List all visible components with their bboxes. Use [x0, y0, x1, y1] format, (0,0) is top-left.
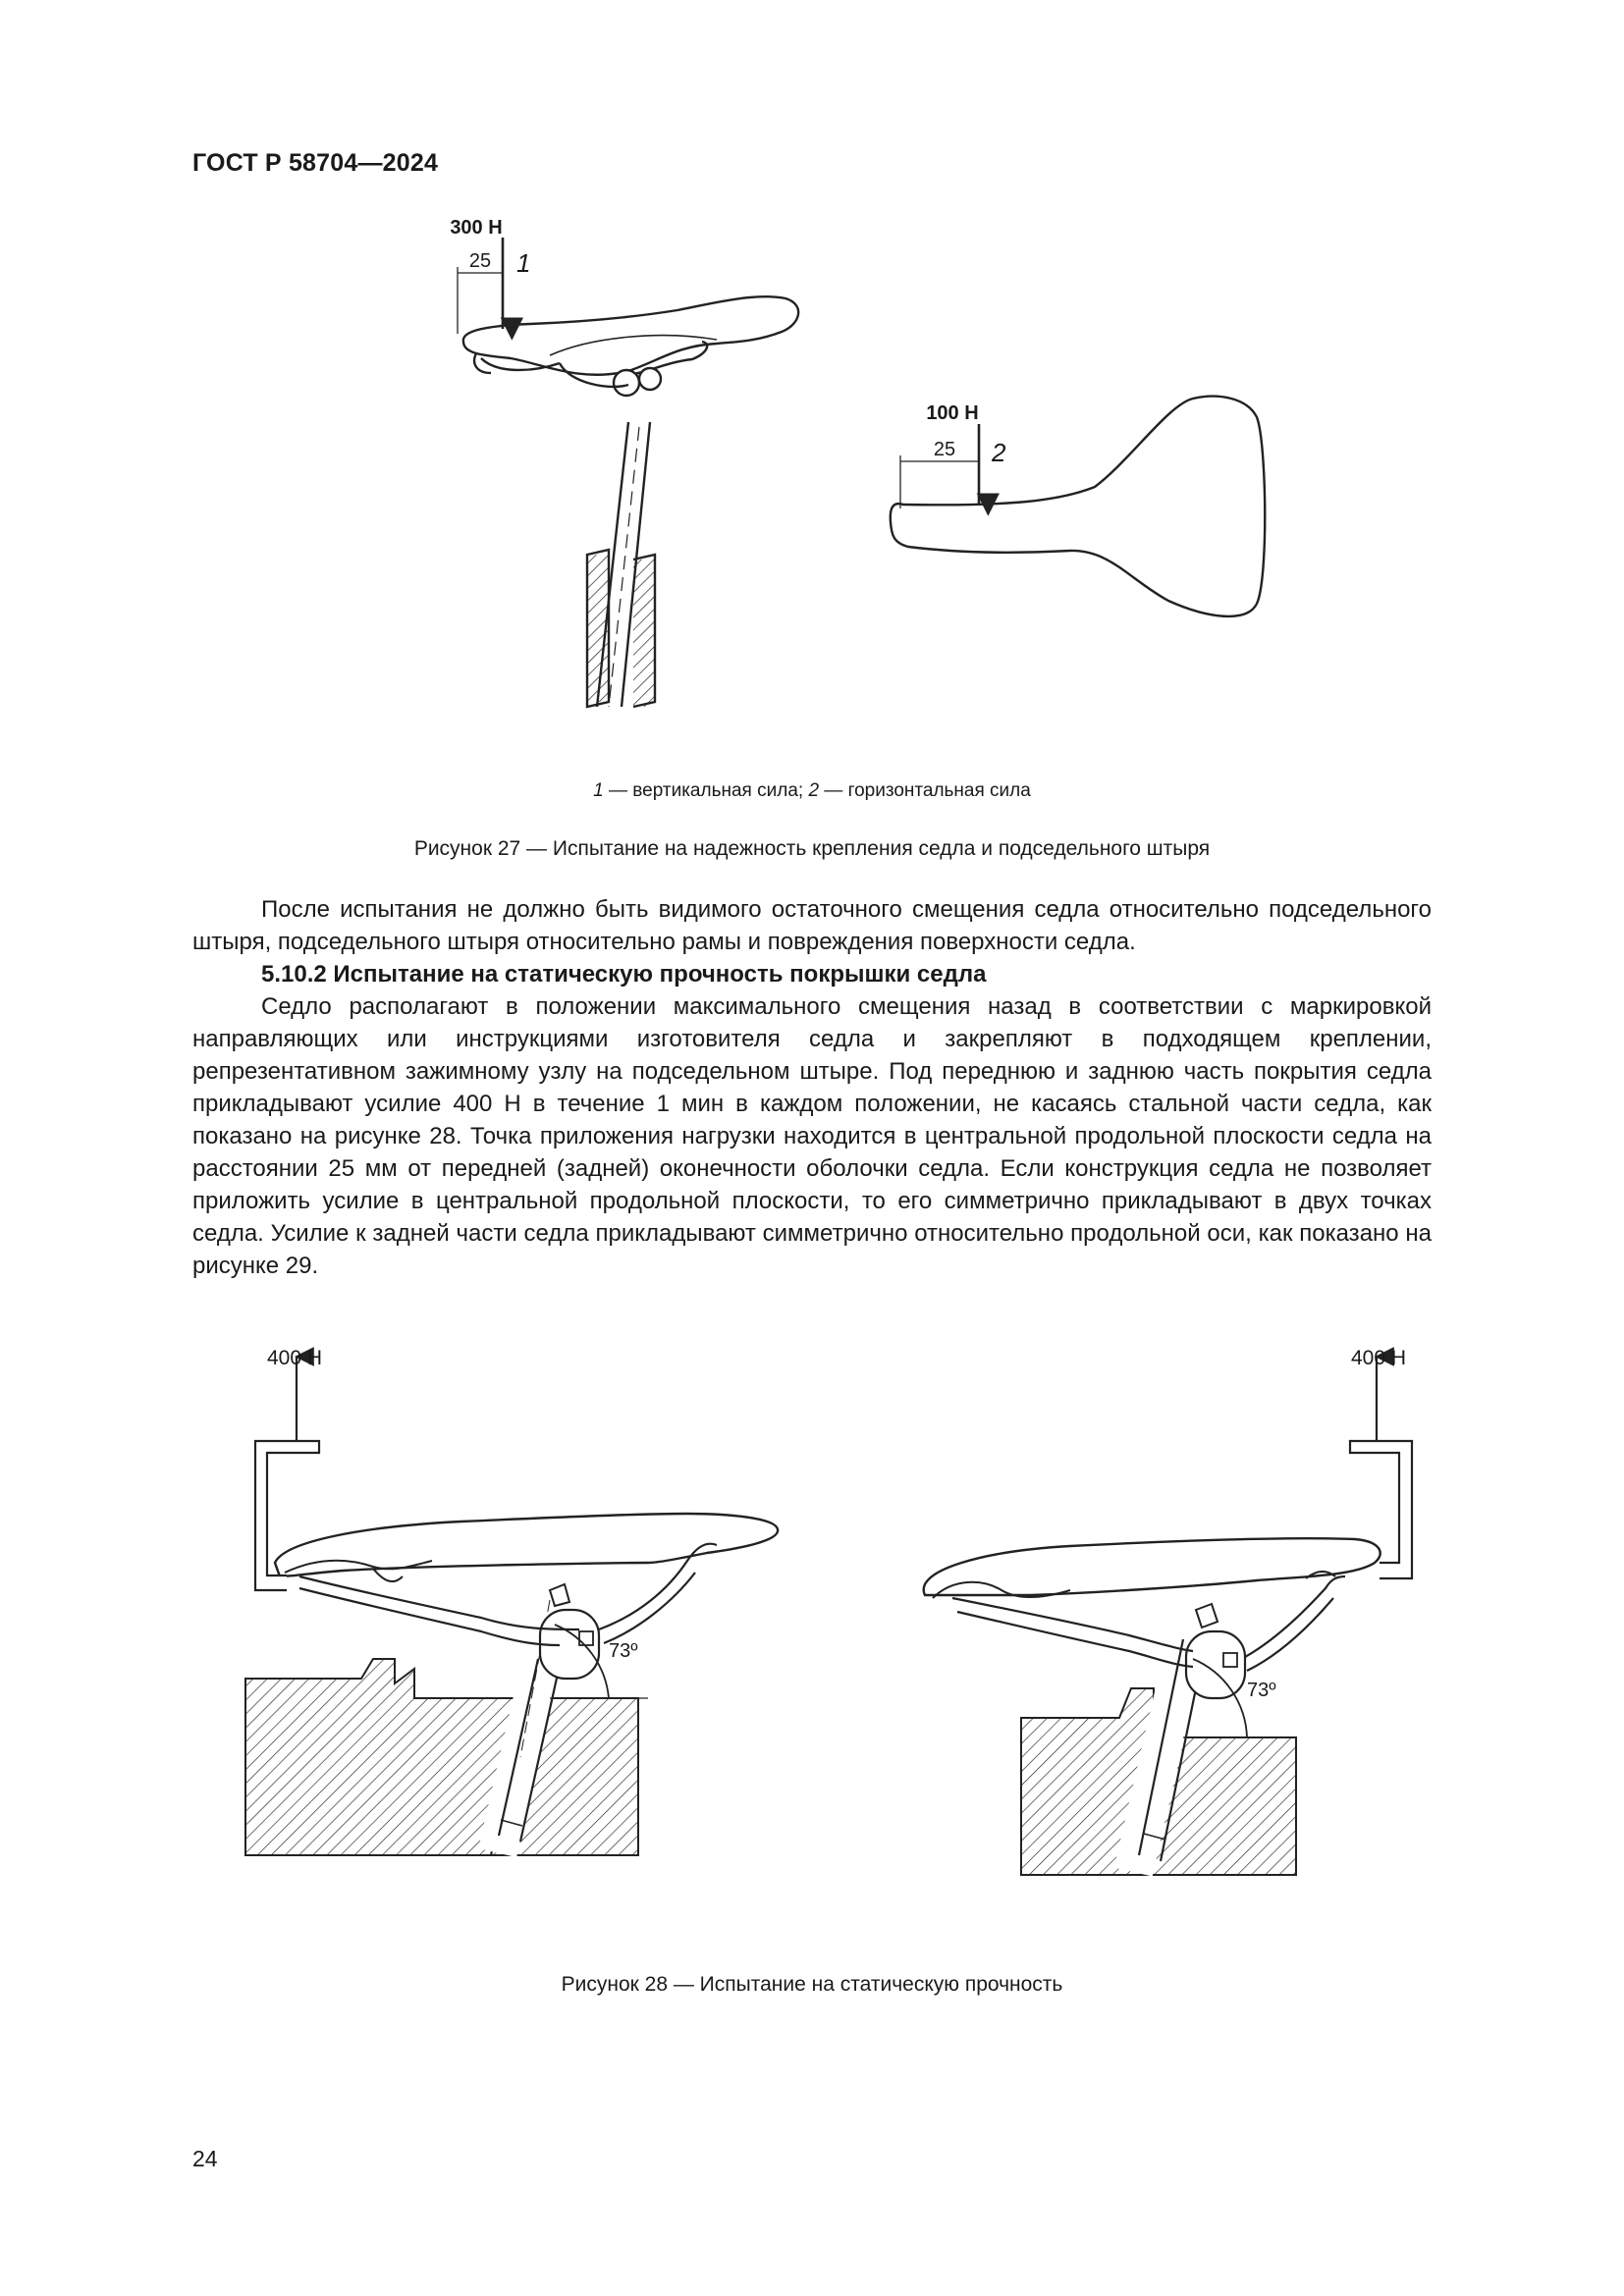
- left-angle-label: 73º: [609, 1640, 638, 1662]
- document-header: ГОСТ Р 58704—2024: [192, 149, 439, 177]
- legend-text-2: — горизонтальная сила: [819, 780, 1031, 801]
- figure-27-caption: Рисунок 27 — Испытание на надежность крепления седла и подседельного штыря: [413, 837, 1211, 860]
- page-number: 24: [192, 2146, 218, 2171]
- marker-2-label: 2: [992, 438, 1006, 467]
- seatpost-diagram: [463, 296, 798, 707]
- paragraph-2: Седло располагают в положении максимального смещения назад в соответствии с маркировкой направляющих или инструкциями изготовителя седла и закрепляют в подходящем креплении, репрезентативном зажимному узлу на подседельном штыре. Под переднюю и заднюю часть покрытия седла прикладывают усилие 400 Н в течение 1 мин в каждом положении, не касаясь стальной части седла, как показано на рисунке 28. Точка приложения нагрузки находится в центральной продольной плоскости седла на расстоянии 25 мм от передней (задней) оконечности оболочки седла. Если конструкция седла не позволяет приложить усилие в центральной продольной плоскости, то его симметрично прикладывают в двух точках седла. Усилие к задней части седла прикладывают симметрично относительно продольной оси, как показано на рисунке 29.: [192, 993, 1432, 1279]
- vertical-offset-label: 25: [468, 250, 492, 272]
- figure-27-drawing: [422, 216, 1267, 746]
- vertical-force-label: 300 Н: [450, 217, 503, 239]
- right-force-label: 400 Н: [1351, 1347, 1407, 1369]
- saddle-top-view: [891, 397, 1265, 616]
- left-test-assembly: [245, 1357, 778, 1857]
- legend-num-1: 1: [593, 780, 604, 801]
- legend-num-2: 2: [808, 780, 820, 801]
- legend-text-1: — вертикальная сила;: [603, 780, 809, 801]
- body-text: [192, 893, 1432, 1282]
- paragraph-1: После испытания не должно быть видимого остаточного смещения седла относительно подседельного штыря, подседельного штыря относительно рамы и повреждения поверхности седла.: [192, 896, 1432, 955]
- left-force-label: 400 Н: [267, 1347, 323, 1369]
- horizontal-force-label: 100 Н: [926, 402, 979, 424]
- marker-1-label: 1: [516, 248, 531, 278]
- right-test-assembly: [924, 1357, 1412, 1877]
- figure-28-caption: Рисунок 28 — Испытание на статическую прочность: [561, 1973, 1063, 1996]
- section-heading: 5.10.2 Испытание на статическую прочность покрышки седла: [261, 961, 987, 988]
- figure-27-legend: [0, 780, 1624, 802]
- right-angle-label: 73º: [1247, 1680, 1276, 1701]
- figure-28-drawing: [226, 1345, 1463, 1914]
- horizontal-offset-label: 25: [933, 439, 956, 460]
